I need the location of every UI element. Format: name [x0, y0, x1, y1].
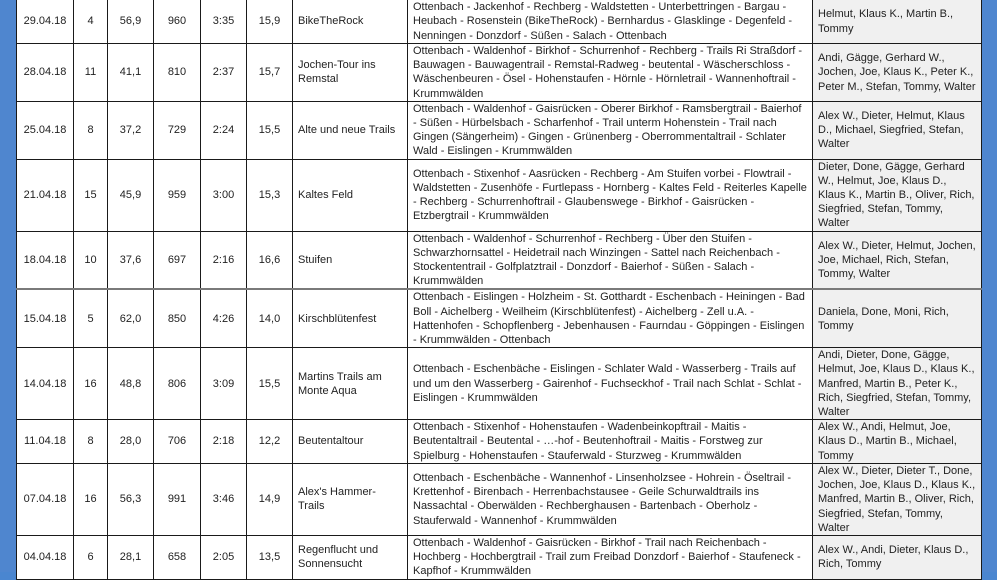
avg-speed: 15,3	[247, 159, 293, 231]
elevation-m: 706	[154, 420, 201, 464]
rider-count: 15	[74, 159, 108, 231]
tour-date: 15.04.18	[17, 289, 74, 347]
tour-name: Martins Trails am Monte Aqua	[293, 348, 408, 420]
tour-participants: Dieter, Done, Gägge, Gerhard W., Helmut, Joe, Klaus D., Klaus K., Martin B., Oliver, Rich, Siegfried, Stefan, Tommy, Walter	[813, 159, 982, 231]
elevation-m: 658	[154, 535, 201, 579]
tour-name: Kirschblütenfest	[293, 289, 408, 347]
ride-time: 2:37	[201, 44, 247, 102]
tour-date: 28.04.18	[17, 44, 74, 102]
tour-name: Beutentaltour	[293, 420, 408, 464]
tour-participants: Andi, Dieter, Done, Gägge, Helmut, Joe, Klaus D., Klaus K., Manfred, Martin B., Peter K., Rich, Siegfried, Stefan, Tommy, Walter	[813, 348, 982, 420]
elevation-m: 697	[154, 231, 201, 289]
tour-route: Ottenbach - Waldenhof - Gaisrücken - Birkhof - Trail nach Reichenbach - Hochberg - Hochbergtrail - Trail zum Freibad Donzdorf - Baierhof - Staufeneck - Kapfhof - Krummwälden	[408, 535, 813, 579]
elevation-m: 991	[154, 463, 201, 535]
distance-km: 56,9	[108, 0, 154, 44]
rider-count: 16	[74, 463, 108, 535]
table-row	[17, 420, 982, 464]
distance-km: 48,8	[108, 348, 154, 420]
rider-count: 8	[74, 420, 108, 464]
tour-participants: Alex W., Dieter, Dieter T., Done, Jochen, Joe, Klaus D., Klaus K., Manfred, Martin B., Oliver, Rich, Siegfried, Stefan, Tommy, Walter	[813, 463, 982, 535]
tour-name: Kaltes Feld	[293, 159, 408, 231]
ride-time: 2:18	[201, 420, 247, 464]
rider-count: 11	[74, 44, 108, 102]
table-row	[17, 463, 982, 535]
tour-route: Ottenbach - Waldenhof - Gaisrücken - Oberer Birkhof - Ramsbergtrail - Baierhof - Süßen - Hürbelsbach - Scharfenhof - Trail unterm Hohenstein - Trail nach Gingen (Sängerheim) - Gingen - Grünenberg - Oberrommentaltrail - Schlater Wald - Eislingen - Krummwälden	[408, 101, 813, 159]
table-row	[17, 0, 982, 44]
tour-participants: Alex W., Dieter, Helmut, Jochen, Joe, Michael, Rich, Stefan, Tommy, Walter	[813, 231, 982, 289]
ride-time: 2:16	[201, 231, 247, 289]
table-row	[17, 44, 982, 102]
tour-name: Alex's Hammer-Trails	[293, 463, 408, 535]
distance-km: 62,0	[108, 289, 154, 347]
rider-count: 4	[74, 0, 108, 44]
tour-table	[16, 0, 982, 580]
avg-speed: 15,7	[247, 44, 293, 102]
tour-route: Ottenbach - Eislingen - Holzheim - St. Gotthardt - Eschenbach - Heiningen - Bad Boll - Aichelberg - Weilheim (Kirschblütenfest) - Aichelberg - Zell u.A. - Hattenhofen - Schopflenberg - Jebenhausen - Faurndau - Göppingen - Eislingen - Krummwälden - Ottenbach	[408, 289, 813, 347]
tour-date: 14.04.18	[17, 348, 74, 420]
distance-km: 28,0	[108, 420, 154, 464]
avg-speed: 15,5	[247, 348, 293, 420]
tour-route: Ottenbach - Waldenhof - Schurrenhof - Rechberg - Über den Stuifen - Schwarzhornsattel - Heidetrail nach Winzingen - Sattel nach Reichenbach - Stockententrail - Golfplatztrail - Donzdorf - Baierhof - Süßen - Salach - Krummwälden	[408, 231, 813, 289]
ride-time: 2:24	[201, 101, 247, 159]
ride-time: 3:00	[201, 159, 247, 231]
tour-route: Ottenbach - Jackenhof - Rechberg - Waldstetten - Unterbettringen - Bargau - Heubach - Rosenstein (BikeTheRock) - Bernhardus - Glasklinge - Degenfeld - Nenningen - Donzdorf - Süßen - Salach - Ottenbach	[408, 0, 813, 44]
tour-participants: Alex W., Dieter, Helmut, Klaus D., Michael, Siegfried, Stefan, Walter	[813, 101, 982, 159]
avg-speed: 16,6	[247, 231, 293, 289]
tour-name: Stuifen	[293, 231, 408, 289]
tour-participants: Daniela, Done, Moni, Rich, Tommy	[813, 289, 982, 347]
avg-speed: 14,9	[247, 463, 293, 535]
table-row	[17, 535, 982, 579]
table-row	[17, 101, 982, 159]
table-row	[17, 289, 982, 347]
tour-name: Jochen-Tour ins Remstal	[293, 44, 408, 102]
tour-name: BikeTheRock	[293, 0, 408, 44]
distance-km: 41,1	[108, 44, 154, 102]
ride-time: 3:46	[201, 463, 247, 535]
distance-km: 28,1	[108, 535, 154, 579]
elevation-m: 729	[154, 101, 201, 159]
ride-time: 2:05	[201, 535, 247, 579]
elevation-m: 959	[154, 159, 201, 231]
left-frame-bar	[0, 0, 16, 572]
right-frame-bar	[980, 0, 997, 572]
tour-route: Ottenbach - Eschenbäche - Wannenhof - Linsenholzsee - Hohrein - Öseltrail - Krettenhof - Birenbach - Herrenbachstausee - Geile Schurwaldtrails ins Nassachtal - Oberwälden - Rechberghausen - Bartenbach - Oberholz - Stauferwald - Wannenhof - Krummwälden	[408, 463, 813, 535]
tour-name: Regenflucht und Sonnensucht	[293, 535, 408, 579]
tour-participants: Helmut, Klaus K., Martin B., Tommy	[813, 0, 982, 44]
tour-date: 04.04.18	[17, 535, 74, 579]
rider-count: 5	[74, 289, 108, 347]
elevation-m: 960	[154, 0, 201, 44]
ride-time: 3:35	[201, 0, 247, 44]
tour-date: 29.04.18	[17, 0, 74, 44]
distance-km: 56,3	[108, 463, 154, 535]
tour-date: 11.04.18	[17, 420, 74, 464]
rider-count: 10	[74, 231, 108, 289]
tour-route: Ottenbach - Stixenhof - Hohenstaufen - Wadenbeinkopftrail - Maitis - Beutentaltrail - Beutental - …-hof - Beutenhoftrail - Maitis - Forstweg zur Spielburg - Hohenstaufen - Stauferwald - Sturzweg - Krummwälden	[408, 420, 813, 464]
table-row	[17, 159, 982, 231]
ride-time: 4:26	[201, 289, 247, 347]
tour-route: Ottenbach - Stixenhof - Aasrücken - Rechberg - Am Stuifen vorbei - Flowtrail - Waldstetten - Zusenhöfe - Furtlepass - Hornberg - Kaltes Feld - Reiterles Kapelle - Rechberg - Schurrenhoftrail - Glaubenswege - Birkhof - Gaisrücken - Etzbergtrail - Krummwälden	[408, 159, 813, 231]
avg-speed: 12,2	[247, 420, 293, 464]
elevation-m: 850	[154, 289, 201, 347]
tour-date: 25.04.18	[17, 101, 74, 159]
ride-time: 3:09	[201, 348, 247, 420]
avg-speed: 14,0	[247, 289, 293, 347]
tour-date: 07.04.18	[17, 463, 74, 535]
rider-count: 6	[74, 535, 108, 579]
table-row	[17, 231, 982, 289]
distance-km: 37,6	[108, 231, 154, 289]
tour-participants: Alex W., Andi, Dieter, Klaus D., Rich, Tommy	[813, 535, 982, 579]
distance-km: 37,2	[108, 101, 154, 159]
tour-date: 18.04.18	[17, 231, 74, 289]
tour-date: 21.04.18	[17, 159, 74, 231]
rider-count: 16	[74, 348, 108, 420]
table-row	[17, 348, 982, 420]
rider-count: 8	[74, 101, 108, 159]
tour-participants: Andi, Gägge, Gerhard W., Jochen, Joe, Klaus K., Peter K., Peter M., Stefan, Tommy, Walter	[813, 44, 982, 102]
tour-route: Ottenbach - Eschenbäche - Eislingen - Schlater Wald - Wasserberg - Trails auf und um den Wasserberg - Gairenhof - Fuchseckhof - Trail nach Schlat - Schlat - Eislingen - Krummwälden	[408, 348, 813, 420]
tour-participants: Alex W., Andi, Helmut, Joe, Klaus D., Martin B., Michael, Tommy	[813, 420, 982, 464]
avg-speed: 15,5	[247, 101, 293, 159]
avg-speed: 15,9	[247, 0, 293, 44]
distance-km: 45,9	[108, 159, 154, 231]
tour-route: Ottenbach - Waldenhof - Birkhof - Schurrenhof - Rechberg - Trails Ri Straßdorf - Bauwagen - Bauwagentrail - Remstal-Radweg - beutental - Wäscherschloss - Wäschenbeuren - Ösel - Hohenstaufen - Hörnle - Hörnletrail - Wannenhoftrail - Krummwälden	[408, 44, 813, 102]
avg-speed: 13,5	[247, 535, 293, 579]
elevation-m: 810	[154, 44, 201, 102]
elevation-m: 806	[154, 348, 201, 420]
tour-name: Alte und neue Trails	[293, 101, 408, 159]
